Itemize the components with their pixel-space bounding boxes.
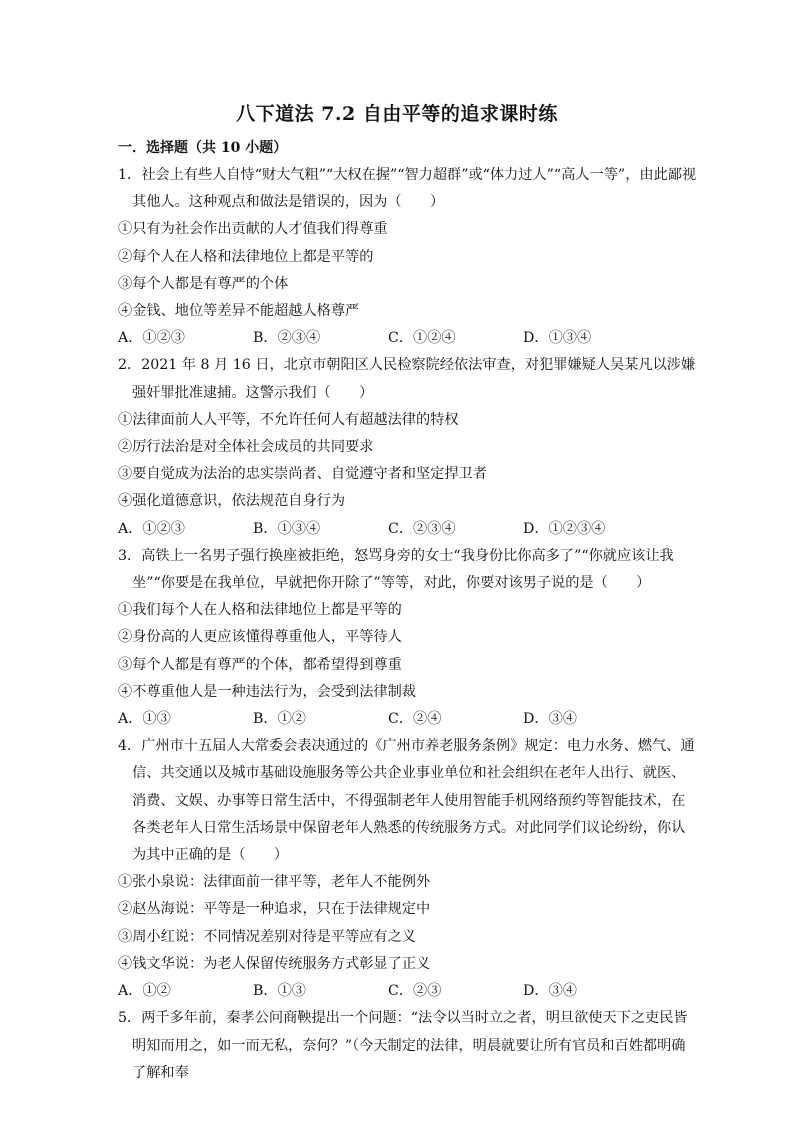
choice-a: A．①③ xyxy=(118,711,171,728)
choice-b: B．②③④ xyxy=(253,330,321,347)
statement-option: ③要自觉成为法治的忠实崇尚者、自觉遵守者和坚定捍卫者 xyxy=(118,466,487,483)
question-stem xyxy=(118,352,698,406)
statement-option: ③每个人都是有尊严的个体，都希望得到尊重 xyxy=(118,656,402,673)
statement-option: ①只有为社会作出贡献的人才值我们得尊重 xyxy=(118,221,388,238)
statement-option: ④不尊重他人是一种违法行为，会受到法律制裁 xyxy=(118,683,416,700)
choice-a: A．①②③ xyxy=(118,330,185,347)
question-number: 1． xyxy=(118,167,142,183)
choice-c: C．②④ xyxy=(388,711,442,728)
question-text: 两千多年前，秦孝公问商鞅提出一个问题：“法令以当时立之者，明旦欲使天下之吏民皆明知而用之，如一而无私，奈何？”（今天制定的法律，明晨就要让所有官员和百姓都明确了解和奉 xyxy=(132,1010,688,1081)
question-number: 5． xyxy=(118,1010,142,1027)
choice-b: B．①③ xyxy=(253,983,306,1000)
statement-option: ④金钱、地位等差异不能超越人格尊严 xyxy=(118,303,360,320)
choice-b: B．①② xyxy=(253,711,306,728)
question-number: 3． xyxy=(118,547,142,564)
answer-choices xyxy=(118,325,794,352)
statement-option: ②赵丛海说：平等是一种追求，只在于法律规定中 xyxy=(118,901,431,918)
question-1 xyxy=(0,162,794,352)
question-text: 广州市十五届人大常委会表决通过的《广州市养老服务条例》规定：电力水务、燃气、通信、共交通以及城市基础设施服务等公共企业事业单位和社会组织在老年人出行、就医、消费、文娱、办事等日常生活中，不得强制老年人使用智能手机网络预约等智能技术，在各类老年人日常生活场景中保留老年人熟悉的传统服务方式。对此同学们议论纷纷，你认为其中正确的是（ ） xyxy=(132,738,695,864)
question-3 xyxy=(0,543,794,733)
answer-choices xyxy=(118,706,794,733)
statement-option: ③周小红说：不同情况差别对待是平等应有之义 xyxy=(118,928,416,945)
choice-a: A．①②③ xyxy=(118,520,185,537)
choice-c: C．①②④ xyxy=(388,330,456,347)
answer-choices xyxy=(118,978,794,1005)
choice-d: D．③④ xyxy=(523,983,577,1000)
document-title: 八下道法 7.2 自由平等的追求课时练 xyxy=(236,103,558,125)
question-5 xyxy=(0,1005,794,1087)
question-4 xyxy=(0,733,794,1005)
question-text: 社会上有些人自恃“财大气粗”“大权在握”“智力超群”或“体力过人”“高人一等”，由此鄙视其他人。这种观点和做法是错误的，因为（ ） xyxy=(132,167,697,211)
question-text: 2021 年 8 月 16 日，北京市朝阳区人民检察院经依法审查，对犯罪嫌疑人吴某凡以涉嫌强奸罪批准逮捕。这警示我们（ ） xyxy=(132,357,696,401)
question-2 xyxy=(0,352,794,542)
question-text: 高铁上一名男子强行换座被拒绝，怒骂身旁的女士“我身份比你高多了”“你就应该让我坐”“你要是在我单位，早就把你开除了”等等，对此，你要对该男子说的是（ ） xyxy=(132,547,674,592)
question-number: 2． xyxy=(118,357,142,374)
statement-option: ②身份高的人更应该懂得尊重他人，平等待人 xyxy=(118,629,402,646)
choice-b: B．①③④ xyxy=(253,520,321,537)
question-stem xyxy=(118,733,698,869)
statement-option: ②每个人在人格和法律地位上都是平等的 xyxy=(118,248,374,265)
section-heading: 一．选择题（共 10 小题） xyxy=(118,140,288,156)
statement-option: ①法律面前人人平等，不允许任何人有超越法律的特权 xyxy=(118,411,459,428)
choice-d: D．③④ xyxy=(523,711,577,728)
answer-choices xyxy=(118,516,794,543)
question-stem xyxy=(118,162,698,216)
choice-c: C．②③ xyxy=(388,983,442,1000)
statement-option: ①我们每个人在人格和法律地位上都是平等的 xyxy=(118,602,402,619)
choice-d: D．①②③④ xyxy=(523,520,606,537)
choice-d: D．①③④ xyxy=(523,330,592,347)
choice-c: C．②③④ xyxy=(388,520,456,537)
question-number: 4． xyxy=(118,738,142,755)
statement-option: ②厉行法治是对全体社会成员的共同要求 xyxy=(118,439,374,456)
statement-option: ③每个人都是有尊严的个体 xyxy=(118,275,289,292)
statement-option: ④强化道德意识，依法规范自身行为 xyxy=(118,493,346,510)
statement-option: ④钱文华说：为老人保留传统服务方式彰显了正义 xyxy=(118,955,431,972)
question-stem xyxy=(118,1005,698,1087)
choice-a: A．①② xyxy=(118,983,171,1000)
question-stem xyxy=(118,543,698,597)
statement-option: ①张小泉说：法律面前一律平等，老年人不能例外 xyxy=(118,874,431,891)
